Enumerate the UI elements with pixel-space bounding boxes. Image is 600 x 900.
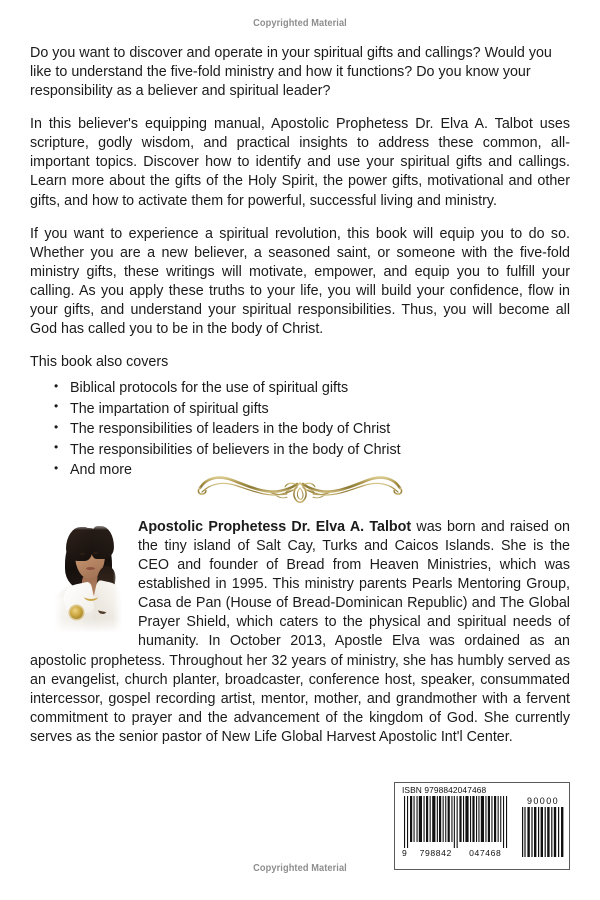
blurb-paragraph-2: In this believer's equipping manual, Apostolic Prophetess Dr. Elva A. Talbot uses scripture, godly wisdom, and practical insights to address these common, all-important topics. Discover how to identify and use your spiritual gifts and callings. Learn more about the gifts of the Holy Spirit, the power gifts, motivational and other gifts, and how to activate them for powerful, successful living and ministry. [30,116,570,209]
blurb-content [30,44,570,481]
ean-lead-digit: 9 [402,847,408,858]
ean13-barcode [402,796,510,857]
blurb-paragraph-1: Do you want to discover and operate in your spiritual gifts and callings? Would you like to understand the five-fold ministry and how it functions? Do you know your responsibility as a believer and spiritual leader? [30,45,552,100]
portrait-fade-top [54,522,122,530]
author-photo [54,522,122,634]
ean-left-group: 798842 [419,847,452,858]
copyright-notice-top: Copyrighted Material [253,17,347,29]
covers-heading: This book also covers [30,354,169,371]
author-bio-body: was born and raised on the tiny island of Salt Cay, Turks and Caicos Islands. She is the CEO and founder of Bread from Heaven Ministries, which was established in 1995. This ministry parents Pearls Mentoring Group, Casa de Pan (House of Bread-Dominican Republic) and The Global Prayer Shield, which caters to the physical and spiritual needs of humanity. In October 2013, Apostle Elva was ordained as an apostolic prophetess. Throughout her 32 years of ministry, she has humbly served as an evangelist, church planter, broadcaster, conference host, speaker, consummated intercessor, gospel recording artist, mentor, mother, and grandmother with a fervent commitment to prayer and the advancement of the kingdom of God. She currently serves as the senior pastor of New Life Global Harvest Apostolic Int'l Center. [30,519,570,745]
barcode-rows [402,796,564,857]
addon-price-digits: 90000 [526,796,560,807]
list-item: • The responsibilities of believers in the body of Christ [54,440,570,461]
portrait-hair-front-left [66,527,92,561]
copyright-notice-bottom: Copyrighted Material [253,862,347,874]
portrait-fade-bottom [54,618,122,634]
list-item: • Biblical protocols for the use of spiritual gifts [54,378,570,399]
portrait-necklace [84,592,98,601]
list-item: • The responsibilities of leaders in the body of Christ [54,419,570,440]
ean13-digits [402,849,510,858]
portrait-lips [86,567,95,570]
ean5-addon-barcode [521,797,565,857]
author-name: Apostolic Prophetess Dr. Elva A. Talbot [138,519,412,535]
list-item: • And more [54,460,570,481]
decorative-flourish-divider [0,463,600,515]
isbn-barcode-block [394,782,570,870]
blurb-paragraph-3: If you want to experience a spiritual revolution, this book will equip you to do so. Whether you are a new believer, a seasoned saint, or someone with the five-fold ministry gifts, these writings will motivate, empower, and equip you to fulfill your calling. As you apply these truths to your life, you will build your confidence, flow in your gifts, and understand your spiritual responsibilities. Thus, you will become all God has called you to be in the body of Christ. [30,225,570,338]
ean-right-group: 047468 [469,847,502,858]
list-item: • The impartation of spiritual gifts [54,399,570,420]
author-bio-section [30,518,570,747]
isbn-label: ISBN 9798842047468 [402,785,487,795]
